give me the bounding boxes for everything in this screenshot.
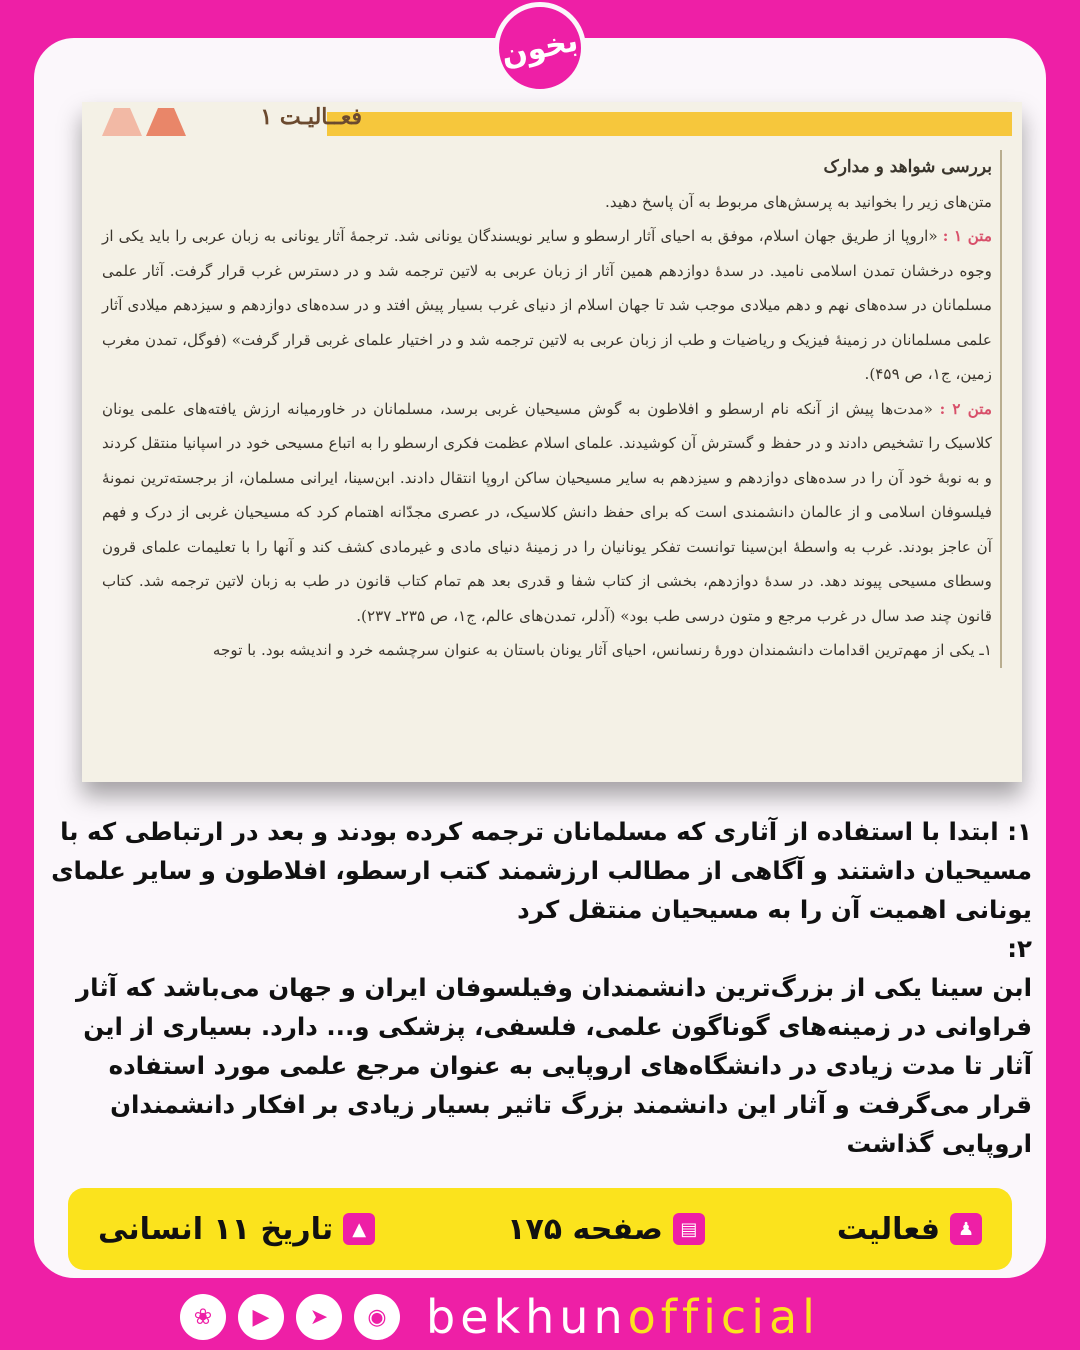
telegram-icon[interactable]: ➤ — [296, 1294, 342, 1340]
brand-part-1: bekhun — [426, 1290, 628, 1344]
info-bar — [68, 1188, 1012, 1270]
instagram-icon[interactable]: ◉ — [354, 1294, 400, 1340]
text-2-label: متن ۲ : — [939, 399, 992, 418]
excerpt-subtitle: بررسی شواهد و مدارک — [823, 157, 992, 177]
text-1-label: متن ۱ : — [942, 227, 992, 245]
activity-label: فعالیت — [836, 1211, 940, 1247]
activity-title: فعــالیـت ۱ — [260, 104, 362, 130]
text-2-body: «مدت‌ها پیش از آنکه نام ارسطو و افلاطون به گوش مسیحیان غربی برسد، مسلمانان در خاورمیانه ارزش یافته‌های علمی یونان کلاسیک را تشخیص دادند و در حفظ و گسترش آن کوشیدند. علمای اسلام عظمت فکری ارسطو را به اتباع مسیحی خود در اسپانیا منتقل کردند و به نوبهٔ خود آن را در سده‌های دوازدهم و سیزدهم به سایر مسیحیان ساکن اروپا انتقال دادند. ابن‌سینا، ایرانی مسلمان، از برجسته‌ترین نمونهٔ فیلسوفان اسلامی و از عالمان دانشمندی است که برای حفظ دانش کلاسیک، در عصری مجدّانه اهتمام کرد که مسیحیان غربی از درک و فهم آن عاجز بودند. غرب به واسطهٔ ابن‌سینا توانست تفکر یونانیان را در زمینهٔ دنیای مادی و غیرمادی کشف کند و آنها را با تعلیمات علمای قرون وسطای مسیحی پیوند دهد. در سدهٔ دوازدهم، بخشی از کتاب شفا و قدری بعد هم تمام کتاب قانون در طب به زبان لاتین ترجمه شد. کتاب قانون چند صد سال در غرب مرجع و متون درسی طب بود» (آدلر، تمدن‌های عالم، ج۱، ص ۲۳۵ـ ۲۳۷). — [102, 399, 992, 625]
excerpt-body — [102, 150, 1002, 668]
page-label: صفحه ۱۷۵ — [507, 1211, 663, 1247]
youtube-icon[interactable]: ▶ — [238, 1294, 284, 1340]
activity-info — [837, 1212, 982, 1247]
question-1: ۱ـ یکی از مهم‌ترین اقدامات دانشمندان دورهٔ رنسانس، احیای آثار یونان باستان به عنوان سرچشمه خرد و اندیشه بود. با توجه — [212, 641, 992, 659]
answer-1: ۱: ابتدا با استفاده از آثاری که مسلمانان ترجمه کرده بودند و بعد در ارتباطی که با مسیحیان داشتند و آگاهی از مطالب ارزشمند کتب ارسطو، افلاطون و سایر علمای یونانی اهمیت آن را به مسیحیان منتقل کرد — [51, 817, 1032, 924]
header-bar — [327, 112, 1012, 136]
textbook-excerpt — [82, 102, 1022, 782]
graduation-cap-icon: ▲ — [343, 1213, 375, 1245]
aparat-icon[interactable]: ❀ — [180, 1294, 226, 1340]
answer-section — [48, 812, 1032, 1163]
text-1 — [102, 219, 992, 392]
answer-2-label: ۲: — [1007, 934, 1032, 963]
social-footer — [180, 1284, 900, 1350]
logo-text: بخون — [498, 22, 582, 74]
page-info — [507, 1212, 705, 1247]
excerpt-intro: متن‌های زیر را بخوانید به پرسش‌های مربوط به آن پاسخ دهید. — [605, 192, 992, 211]
course-info — [98, 1212, 375, 1247]
answer-2: ابن سینا یکی از بزرگ‌ترین دانشمندان وفیلسوفان ایران و جهان می‌باشد که آثار فراوانی در زمینه‌های گوناگون علمی، فلسفی، پزشکی و... دارد. بسیاری از این آثار تا مدت زیادی در دانشگاه‌های اروپایی به عنوان مرجع علمی مورد استفاده قرار می‌گرفت و آثار این دانشمند بزرگ تاثیر بسیار زیادی بر افکار دانشمندان اروپایی گذاشت — [76, 973, 1032, 1158]
text-1-body: «اروپا از طریق جهان اسلام، موفق به احیای آثار ارسطو و سایر نویسندگان یونانی شد. ترجمهٔ آثار یونانی به زبان عربی را باید یکی از وجوه درخشان تمدن اسلامی نامید. در سدهٔ دوازدهم همین آثار از زبان عربی به لاتین ترجمه شد و در دسترس غرب قرار گرفت. آثار علمی مسلمانان در سده‌های نهم و دهم میلادی موجب شد تا جهان اسلام از دنیای غرب بسیار پیش افتد و در سده‌های دوازدهم و سیزدهم میلادی آثار علمی مسلمانان در زمینهٔ فیزیک و ریاضیات و طب از زبان عربی به لاتین ترجمه شد و در اختیار علمای غربی قرار گرفت» (فوگل، تمدن مغرب زمین، ج۱، ص ۴۵۹). — [102, 227, 992, 383]
text-2 — [102, 392, 992, 634]
person-icon: ♟ — [950, 1213, 982, 1245]
brand-name — [426, 1287, 820, 1347]
header-decoration — [102, 108, 186, 136]
brand-part-2: official — [627, 1290, 820, 1344]
course-label: تاریخ ۱۱ انسانی — [98, 1211, 334, 1247]
activity-header — [82, 102, 1022, 138]
brand-logo — [494, 2, 586, 94]
open-book-icon: ▤ — [673, 1213, 705, 1245]
